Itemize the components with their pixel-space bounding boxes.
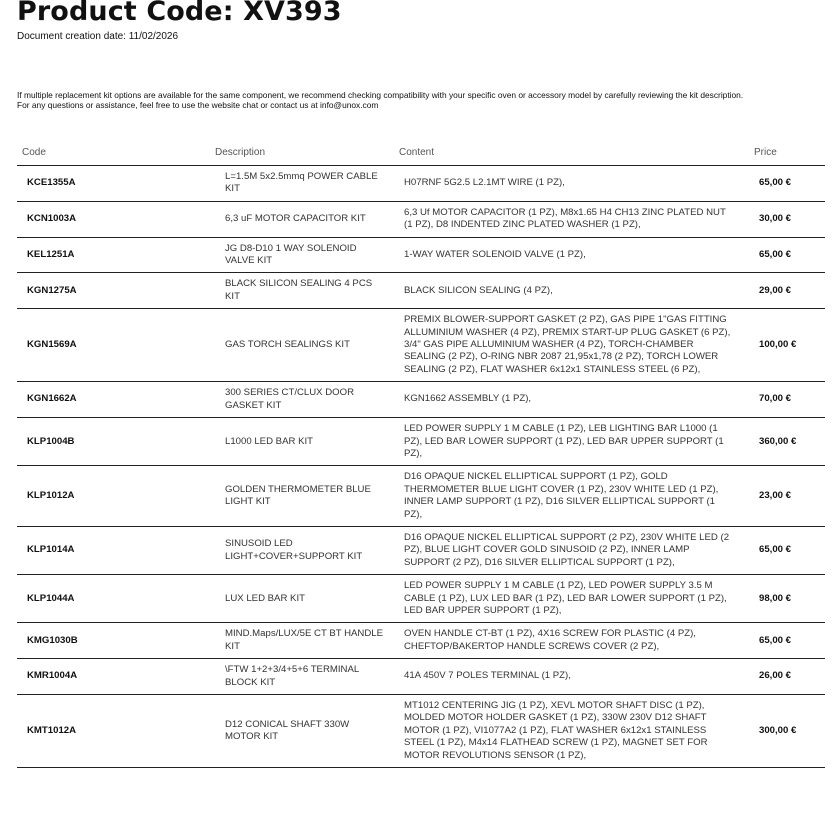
page-title: Product Code: XV393 xyxy=(17,0,342,27)
kit-code: KMR1004A xyxy=(17,659,119,695)
kit-code: KLP1012A xyxy=(17,466,119,527)
table-row xyxy=(17,659,825,695)
kit-description: GOLDEN THERMOMETER BLUE LIGHT KIT xyxy=(119,466,394,527)
table-row xyxy=(17,273,825,309)
table-row xyxy=(17,418,825,466)
kit-description: 6,3 uF MOTOR CAPACITOR KIT xyxy=(119,201,394,237)
kit-code: KMG1030B xyxy=(17,623,119,659)
table-header-row xyxy=(17,143,825,166)
kit-description: GAS TORCH SEALINGS KIT xyxy=(119,309,394,382)
kit-price: 65,00 € xyxy=(749,623,825,659)
table-row xyxy=(17,309,825,382)
kit-content: 6,3 Uf MOTOR CAPACITOR (1 PZ), M8x1.65 H4 CH13 ZINC PLATED NUT (1 PZ), D8 INDENTED ZINC PLATED WASHER (1 PZ), xyxy=(394,201,749,237)
kit-price: 300,00 € xyxy=(749,695,825,768)
kit-code: KCN1003A xyxy=(17,201,119,237)
kit-description: SINUSOID LED LIGHT+COVER+SUPPORT KIT xyxy=(119,526,394,574)
kit-price: 98,00 € xyxy=(749,575,825,623)
table-row xyxy=(17,575,825,623)
kit-code: KLP1014A xyxy=(17,526,119,574)
table-row xyxy=(17,526,825,574)
table-row xyxy=(17,382,825,418)
kit-content: MT1012 CENTERING JIG (1 PZ), XEVL MOTOR SHAFT DISC (1 PZ), MOLDED MOTOR HOLDER GASKET (1 PZ), 330W 230V D12 SHAFT MOTOR (1 PZ), VI1077A2 (1 PZ), FLAT WASHER 6x12x1 STAINLESS STEEL (1 PZ), M4x14 FLATHEAD SCREW (1 PZ), MAGNET SET FOR MOTOR REVOLUTIONS SENSOR (1 PZ), xyxy=(394,695,749,768)
kit-code: KGN1662A xyxy=(17,382,119,418)
table-row xyxy=(17,237,825,273)
kit-price: 65,00 € xyxy=(749,526,825,574)
kit-code: KMT1012A xyxy=(17,695,119,768)
info-note xyxy=(17,90,837,110)
kit-description: L=1.5M 5x2.5mmq POWER CABLE KIT xyxy=(119,166,394,202)
kit-description: MIND.Maps/LUX/5E CT BT HANDLE KIT xyxy=(119,623,394,659)
creation-date: Document creation date: 11/02/2026 xyxy=(17,31,179,42)
kit-content: 41A 450V 7 POLES TERMINAL (1 PZ), xyxy=(394,659,749,695)
kit-price: 65,00 € xyxy=(749,237,825,273)
kit-code: KGN1275A xyxy=(17,273,119,309)
column-header-description: Description xyxy=(119,143,394,166)
kit-price: 100,00 € xyxy=(749,309,825,382)
table-row xyxy=(17,466,825,527)
table-row xyxy=(17,166,825,202)
kit-code: KLP1004B xyxy=(17,418,119,466)
kit-content: LED POWER SUPPLY 1 M CABLE (1 PZ), LEB LIGHTING BAR L1000 (1 PZ), LED BAR LOWER SUPPORT (1 PZ), LED BAR UPPER SUPPORT (1 PZ), xyxy=(394,418,749,466)
kit-description: D12 CONICAL SHAFT 330W MOTOR KIT xyxy=(119,695,394,768)
kit-content: D16 OPAQUE NICKEL ELLIPTICAL SUPPORT (1 PZ), GOLD THERMOMETER BLUE LIGHT COVER (1 PZ), 230V WHITE LED (1 PZ), INNER LAMP SUPPORT (1 PZ), D16 SILVER ELLIPTICAL SUPPORT (1 PZ), xyxy=(394,466,749,527)
kit-code: KEL1251A xyxy=(17,237,119,273)
table-row xyxy=(17,695,825,768)
kit-code: KLP1044A xyxy=(17,575,119,623)
kit-price: 65,00 € xyxy=(749,166,825,202)
kit-content: BLACK SILICON SEALING (4 PZ), xyxy=(394,273,749,309)
kit-description: L1000 LED BAR KIT xyxy=(119,418,394,466)
kit-code: KCE1355A xyxy=(17,166,119,202)
kit-description: LUX LED BAR KIT xyxy=(119,575,394,623)
info-note-line-2: For any questions or assistance, feel free to use the website chat or contact us at info@unox.com xyxy=(17,100,379,110)
column-header-content: Content xyxy=(394,143,749,166)
table-body xyxy=(17,166,825,768)
kit-description: BLACK SILICON SEALING 4 PCS KIT xyxy=(119,273,394,309)
kit-price: 70,00 € xyxy=(749,382,825,418)
kit-content: PREMIX BLOWER-SUPPORT GASKET (2 PZ), GAS PIPE 1"GAS FITTING ALLUMINIUM WASHER (4 PZ), PREMIX START-UP PLUG GASKET (6 PZ), 3/4" GAS PIPE ALLUMINIUM WASHER (4 PZ), TORCH-CHAMBER SEALING (2 PZ), O-RING NBR 2087 21,95x1,78 (2 PZ), TORCH LOWER SEALING (2 PZ), FLAT WASHER 6x12x1 STAINLESS STEEL (6 PZ), xyxy=(394,309,749,382)
kit-price: 30,00 € xyxy=(749,201,825,237)
kit-content: D16 OPAQUE NICKEL ELLIPTICAL SUPPORT (2 PZ), 230V WHITE LED (2 PZ), BLUE LIGHT COVER GOLD SINUSOID (2 PZ), INNER LAMP SUPPORT (2 PZ), D16 SILVER ELLIPTICAL SUPPORT (1 PZ), xyxy=(394,526,749,574)
kit-description: 300 SERIES CT/CLUX DOOR GASKET KIT xyxy=(119,382,394,418)
kit-price: 360,00 € xyxy=(749,418,825,466)
kit-description: JG D8-D10 1 WAY SOLENOID VALVE KIT xyxy=(119,237,394,273)
kit-content: 1-WAY WATER SOLENOID VALVE (1 PZ), xyxy=(394,237,749,273)
column-header-code: Code xyxy=(17,143,119,166)
kit-price: 23,00 € xyxy=(749,466,825,527)
table-row xyxy=(17,201,825,237)
kit-code: KGN1569A xyxy=(17,309,119,382)
kits-table xyxy=(17,143,825,768)
kit-content: KGN1662 ASSEMBLY (1 PZ), xyxy=(394,382,749,418)
table-row xyxy=(17,623,825,659)
kit-content: LED POWER SUPPLY 1 M CABLE (1 PZ), LED POWER SUPPLY 3.5 M CABLE (1 PZ), LUX LED BAR (1 PZ), LED BAR LOWER SUPPORT (1 PZ), LED BAR UPPER SUPPORT (1 PZ), xyxy=(394,575,749,623)
kit-content: H07RNF 5G2.5 L2.1MT WIRE (1 PZ), xyxy=(394,166,749,202)
kit-description: \FTW 1+2+3/4+5+6 TERMINAL BLOCK KIT xyxy=(119,659,394,695)
kit-price: 29,00 € xyxy=(749,273,825,309)
info-note-line-1: If multiple replacement kit options are available for the same component, we recommend checking compatibility with your specific oven or accessory model by carefully reviewing the kit description. xyxy=(17,90,744,100)
kit-content: OVEN HANDLE CT-BT (1 PZ), 4X16 SCREW FOR PLASTIC (4 PZ), CHEFTOP/BAKERTOP HANDLE SCREWS COVER (2 PZ), xyxy=(394,623,749,659)
kit-price: 26,00 € xyxy=(749,659,825,695)
column-header-price: Price xyxy=(749,143,825,166)
